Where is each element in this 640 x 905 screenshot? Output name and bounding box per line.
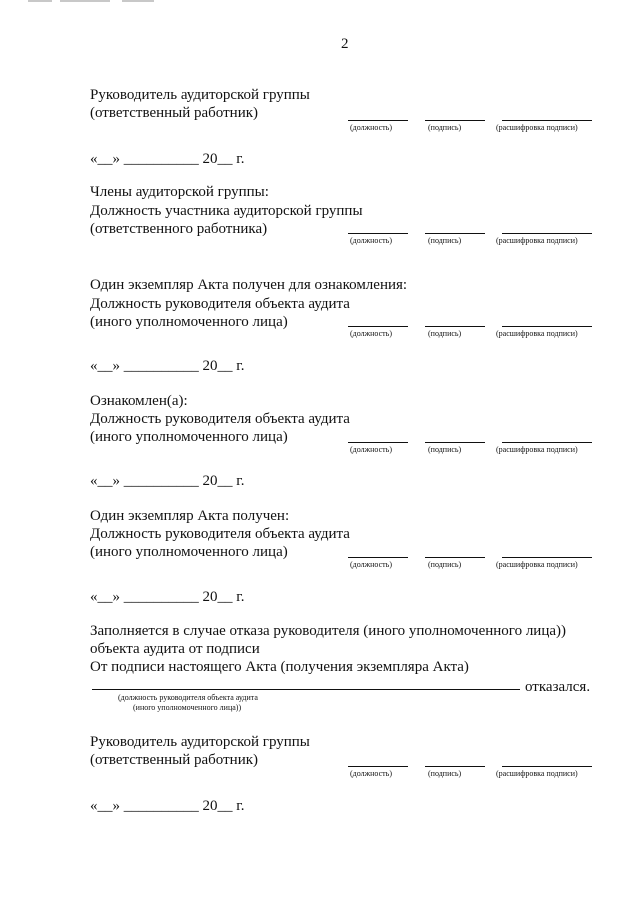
section-3-line-3: (иного уполномоченного лица)	[90, 314, 288, 330]
date-field: «__» __________ 20__ г.	[90, 589, 245, 605]
signature-line	[425, 233, 485, 234]
section-1-line-1: Руководитель аудиторской группы	[90, 87, 310, 103]
signature-block	[0, 557, 640, 573]
signature-line	[425, 766, 485, 767]
decoding-caption: (расшифровка подписи)	[496, 445, 578, 454]
position-caption: (должность)	[350, 769, 392, 778]
decoding-caption: (расшифровка подписи)	[496, 236, 578, 245]
position-caption: (должность)	[350, 236, 392, 245]
signature-block	[0, 120, 640, 136]
position-line	[348, 442, 408, 443]
section-3-line-2: Должность руководителя объекта аудита	[90, 296, 350, 312]
decoding-line	[502, 766, 592, 767]
signature-line	[425, 557, 485, 558]
decoding-line	[502, 442, 592, 443]
section-2-line-3: (ответственного работника)	[90, 221, 268, 237]
signature-block	[0, 326, 640, 342]
page-number: 2	[341, 36, 349, 52]
refused-label: отказался.	[525, 679, 591, 695]
decoding-line	[502, 557, 592, 558]
signature-caption: (подпись)	[428, 560, 462, 569]
signature-line	[425, 120, 485, 121]
date-field: «__» __________ 20__ г.	[90, 798, 245, 814]
scan-artifact	[60, 0, 110, 2]
section-6-line-3: От подписи настоящего Акта (получения экземпляра Акта)	[90, 659, 469, 675]
section-3-line-1: Один экземпляр Акта получен для ознакомления:	[90, 277, 408, 293]
decoding-line	[502, 120, 592, 121]
section-1-line-2: (ответственный работник)	[90, 105, 259, 121]
section-7-line-1: Руководитель аудиторской группы	[90, 734, 310, 750]
position-caption: (должность)	[350, 329, 392, 338]
position-line	[348, 233, 408, 234]
signature-caption: (подпись)	[428, 236, 462, 245]
section-5-line-1: Один экземпляр Акта получен:	[90, 508, 290, 524]
position-line	[348, 557, 408, 558]
signature-line	[425, 442, 485, 443]
position-caption: (должность)	[350, 123, 392, 132]
signature-block	[0, 442, 640, 458]
decoding-caption: (расшифровка подписи)	[496, 329, 578, 338]
date-field: «__» __________ 20__ г.	[90, 473, 245, 489]
section-4-line-3: (иного уполномоченного лица)	[90, 429, 288, 445]
signature-caption: (подпись)	[428, 769, 462, 778]
section-7-line-2: (ответственный работник)	[90, 752, 259, 768]
position-line	[348, 766, 408, 767]
refusal-caption-line-1: (должность руководителя объекта аудита	[118, 693, 258, 702]
decoding-line	[502, 233, 592, 234]
position-caption: (должность)	[350, 445, 392, 454]
signature-caption: (подпись)	[428, 445, 462, 454]
scan-artifact	[122, 0, 154, 2]
section-2-line-2: Должность участника аудиторской группы	[90, 203, 363, 219]
date-field: «__» __________ 20__ г.	[90, 151, 245, 167]
section-6-line-2: объекта аудита от подписи	[90, 641, 260, 657]
section-4-line-2: Должность руководителя объекта аудита	[90, 411, 350, 427]
position-line	[348, 326, 408, 327]
signature-block	[0, 233, 640, 249]
signature-block	[0, 766, 640, 782]
position-line	[348, 120, 408, 121]
scan-artifact	[28, 0, 52, 2]
decoding-caption: (расшифровка подписи)	[496, 769, 578, 778]
section-5-line-2: Должность руководителя объекта аудита	[90, 526, 350, 542]
section-6-line-1: Заполняется в случае отказа руководителя (иного уполномоченного лица))	[90, 623, 567, 639]
decoding-line	[502, 326, 592, 327]
signature-caption: (подпись)	[428, 123, 462, 132]
signature-caption: (подпись)	[428, 329, 462, 338]
section-2-line-1: Члены аудиторской группы:	[90, 184, 269, 200]
decoding-caption: (расшифровка подписи)	[496, 123, 578, 132]
refusal-position-line	[92, 689, 520, 690]
position-caption: (должность)	[350, 560, 392, 569]
date-field: «__» __________ 20__ г.	[90, 358, 245, 374]
signature-line	[425, 326, 485, 327]
section-4-line-1: Ознакомлен(а):	[90, 393, 188, 409]
decoding-caption: (расшифровка подписи)	[496, 560, 578, 569]
section-5-line-3: (иного уполномоченного лица)	[90, 544, 288, 560]
refusal-caption-line-2: (иного уполномоченного лица))	[133, 703, 242, 712]
